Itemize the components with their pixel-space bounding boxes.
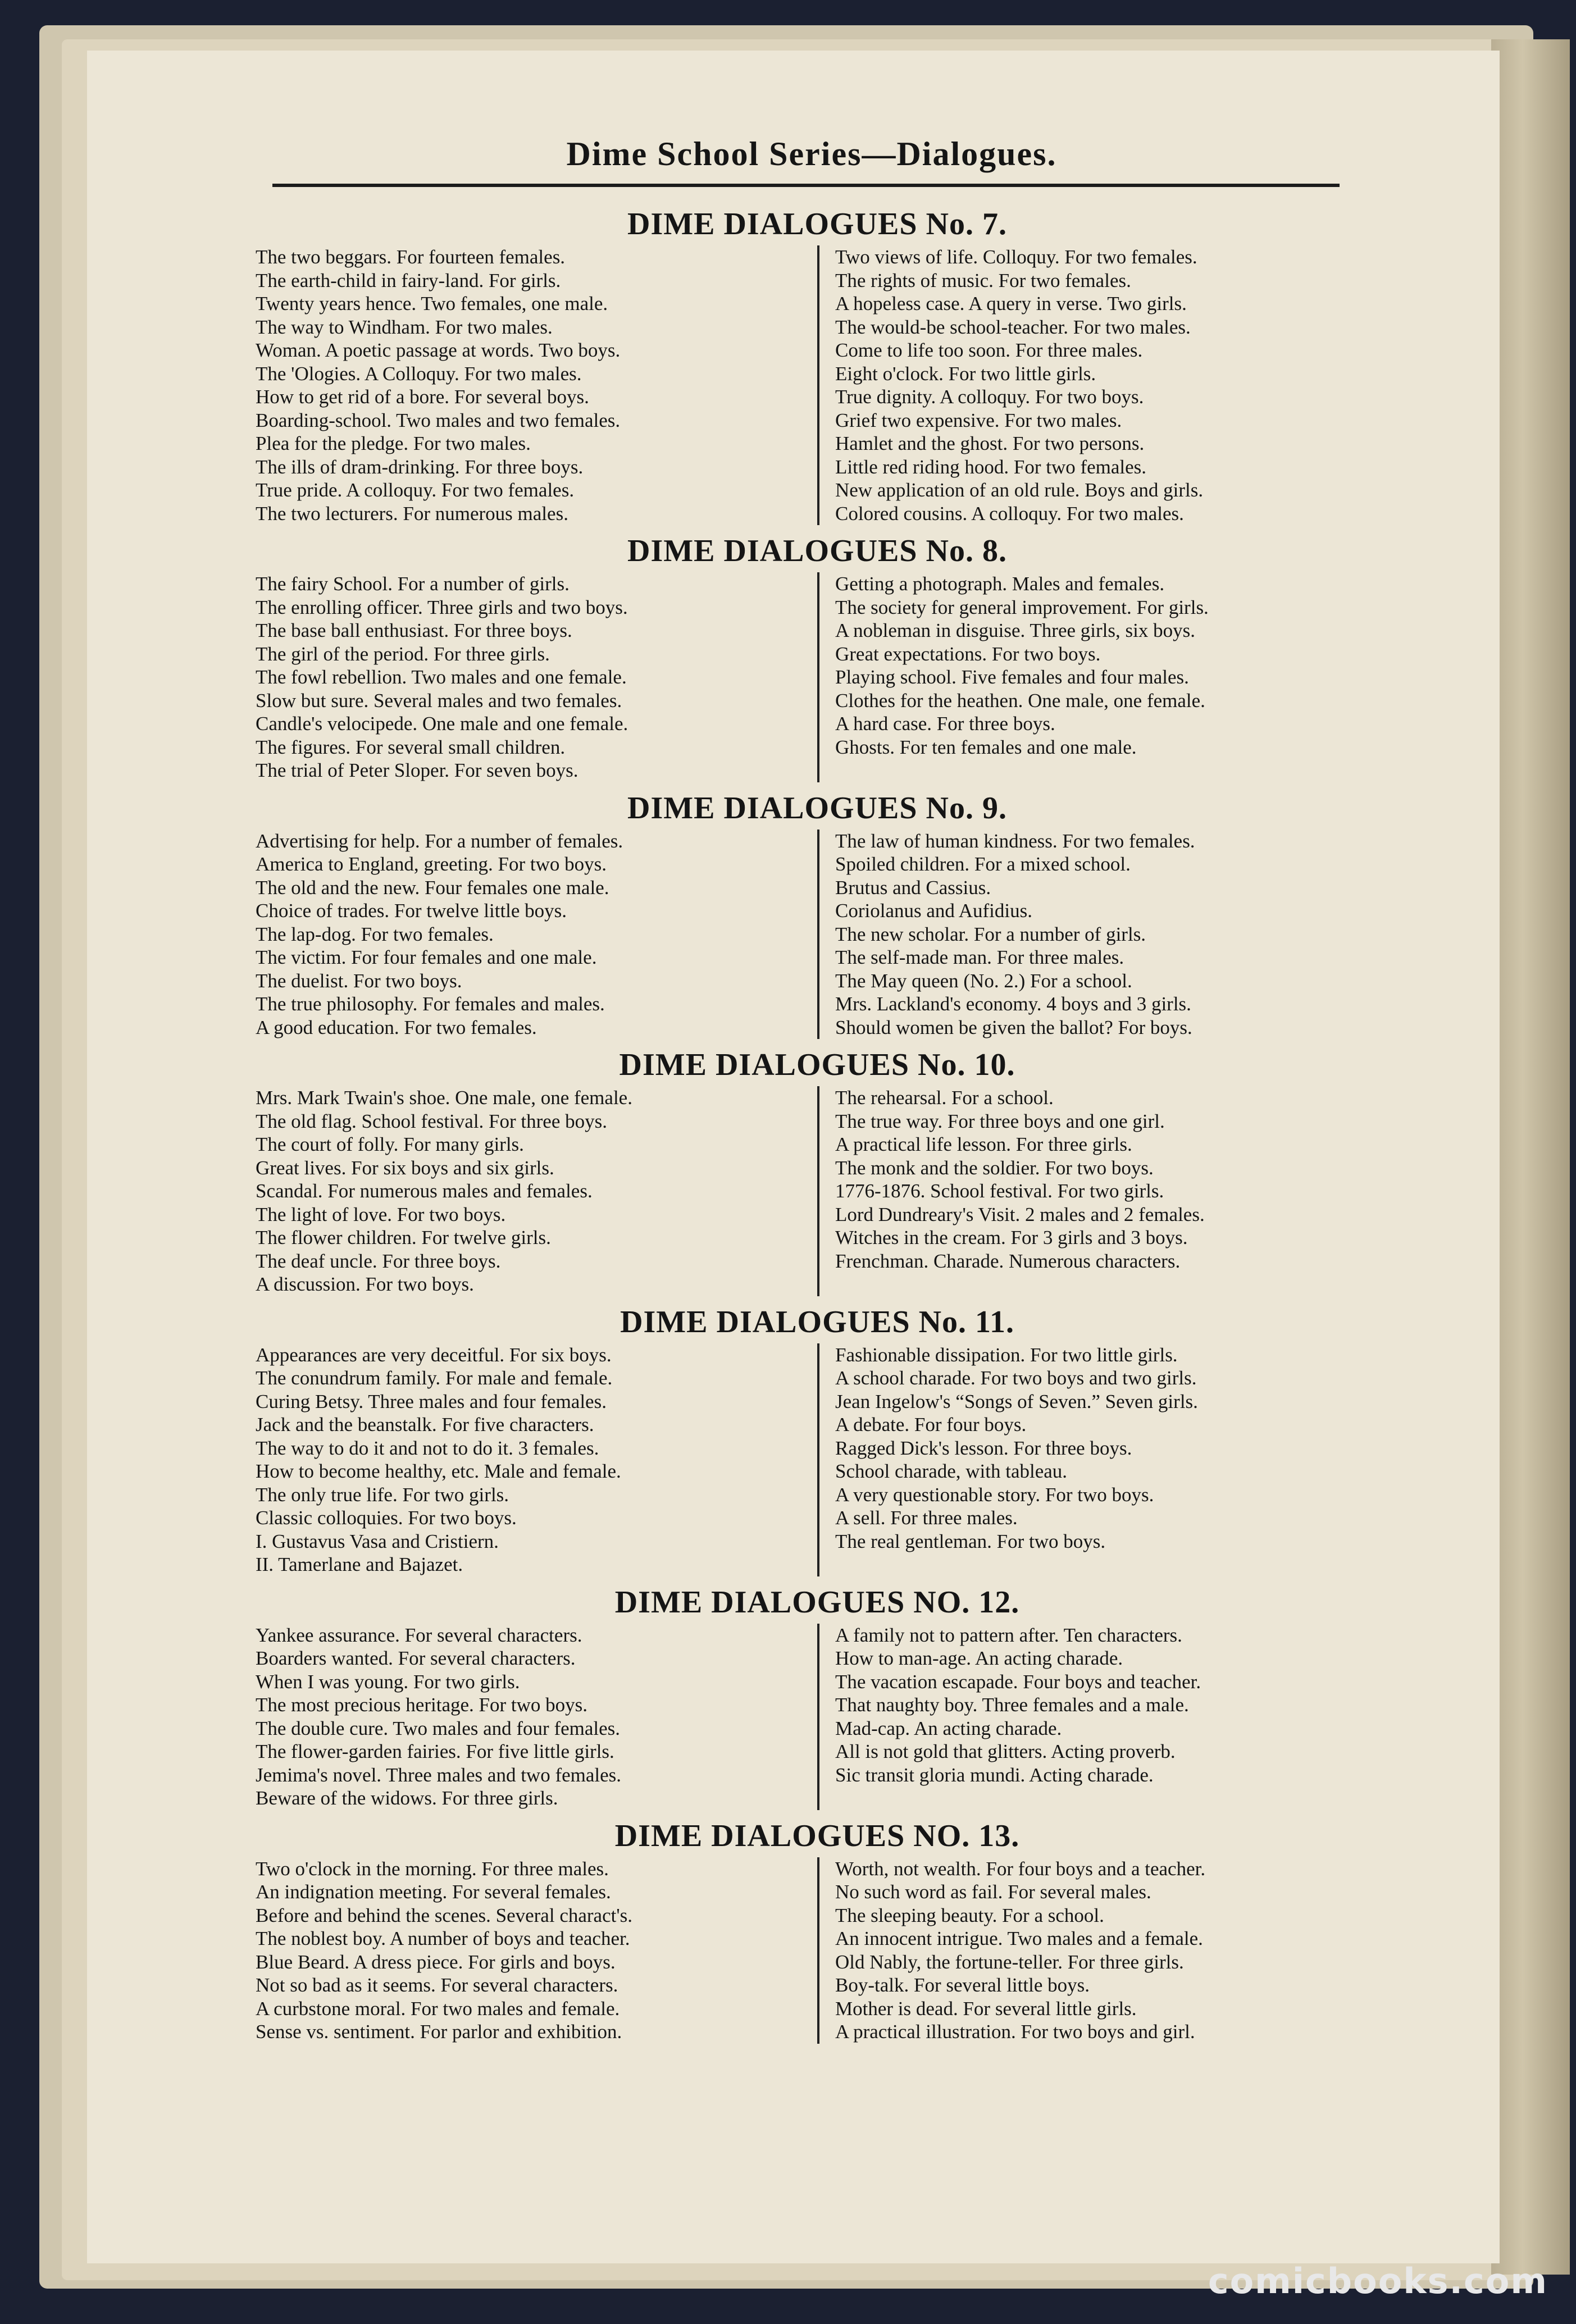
- sections-container: [256, 206, 1427, 2044]
- dialogue-entry: An indignation meeting. For several females.: [256, 1881, 611, 1903]
- section-columns: [256, 830, 1379, 1040]
- dialogue-entry: Grief two expensive. For two males.: [835, 409, 1122, 431]
- dialogue-entry: The monk and the soldier. For two boys.: [835, 1156, 1154, 1179]
- dialogue-entry: Old Nably, the fortune-teller. For three girls.: [835, 1951, 1184, 1973]
- left-column: [256, 1857, 817, 2044]
- dialogue-entry: Should women be given the ballot? For boys.: [835, 1016, 1192, 1038]
- section-columns: [256, 1857, 1379, 2044]
- left-column: [256, 1086, 817, 1296]
- section-title: DIME DIALOGUES NO. 13.: [614, 1818, 1020, 1853]
- dialogue-entry: Clothes for the heathen. One male, one female.: [835, 689, 1205, 712]
- dialogue-entry: The fairy School. For a number of girls.: [256, 573, 570, 595]
- section-columns: [256, 572, 1379, 782]
- dialogue-entry: All is not gold that glitters. Acting proverb.: [835, 1740, 1176, 1762]
- dialogue-entry: The conundrum family. For male and female.: [256, 1367, 613, 1389]
- dialogue-entry: The two lecturers. For numerous males.: [256, 502, 568, 525]
- dialogue-entry: The new scholar. For a number of girls.: [835, 923, 1146, 945]
- dialogue-entry: The most precious heritage. For two boys.: [256, 1694, 588, 1716]
- section-title: DIME DIALOGUES No. 10.: [619, 1047, 1015, 1082]
- right-column: [817, 830, 1379, 1040]
- right-column: [817, 1086, 1379, 1296]
- dialogue-entry: The May queen (No. 2.) For a school.: [835, 969, 1132, 992]
- dialogue-entry: The vacation escapade. Four boys and teacher.: [835, 1670, 1201, 1693]
- dialogue-entry: Advertising for help. For a number of females.: [256, 830, 623, 852]
- dialogue-entry: Plea for the pledge. For two males.: [256, 432, 531, 454]
- dialogue-entry: Jemima's novel. Three males and two females.: [256, 1763, 622, 1786]
- dialogue-entry: When I was young. For two girls.: [256, 1670, 520, 1693]
- dialogue-entry: A very questionable story. For two boys.: [835, 1483, 1154, 1506]
- dialogue-entry: An innocent intrigue. Two males and a female.: [835, 1927, 1203, 1949]
- dialogue-entry: II. Tamerlane and Bajazet.: [256, 1553, 463, 1575]
- dialogue-entry: A practical life lesson. For three girls.: [835, 1133, 1132, 1155]
- dialogue-entry: Eight o'clock. For two little girls.: [835, 362, 1096, 385]
- dialogue-entry: Colored cousins. A colloquy. For two males.: [835, 502, 1184, 525]
- dialogue-entry: Ghosts. For ten females and one male.: [835, 736, 1137, 758]
- dialogue-entry: The law of human kindness. For two females.: [835, 830, 1195, 852]
- dialogue-entry: The enrolling officer. Three girls and two boys.: [256, 596, 628, 618]
- dialogue-entry: The figures. For several small children.: [256, 736, 566, 758]
- dialogue-entry: The duelist. For two boys.: [256, 969, 462, 992]
- dialogue-entry: True dignity. A colloquy. For two boys.: [835, 386, 1144, 408]
- dialogue-entry: The ills of dram-drinking. For three boys.: [256, 455, 584, 478]
- dialogue-entry: Getting a photograph. Males and females.: [835, 573, 1165, 595]
- dialogue-entry: The base ball enthusiast. For three boys.: [256, 619, 572, 641]
- dialogue-entry: Lord Dundreary's Visit. 2 males and 2 females.: [835, 1203, 1205, 1225]
- dialogue-entry: Ragged Dick's lesson. For three boys.: [835, 1437, 1132, 1459]
- dialogue-entry: The earth-child in fairy-land. For girls.: [256, 269, 561, 291]
- dialogue-entry: The flower children. For twelve girls.: [256, 1227, 551, 1248]
- dialogue-entry: A practical illustration. For two boys and girl.: [835, 2021, 1195, 2043]
- dialogue-entry: The trial of Peter Sloper. For seven boys.: [256, 759, 579, 781]
- dialogue-entry: America to England, greeting. For two boys.: [256, 853, 607, 875]
- section-title: DIME DIALOGUES No. 7.: [627, 207, 1007, 241]
- dialogue-entry: Worth, not wealth. For four boys and a teacher.: [835, 1857, 1206, 1880]
- book-spine: [1491, 39, 1570, 2275]
- dialogue-entry: The two beggars. For fourteen females.: [256, 246, 566, 268]
- dialogue-entry: Twenty years hence. Two females, one male.: [256, 293, 608, 315]
- dialogue-entry: The fowl rebellion. Two males and one female.: [256, 666, 627, 688]
- dialogue-entry: The court of folly. For many girls.: [256, 1133, 524, 1155]
- dialogue-entry: School charade, with tableau.: [835, 1460, 1068, 1482]
- dialogue-entry: Yankee assurance. For several characters.: [256, 1624, 582, 1646]
- dialogue-entry: Great expectations. For two boys.: [835, 642, 1101, 665]
- dialogue-entry: Candle's velocipede. One male and one female.: [256, 713, 628, 735]
- dialogue-entry: The only true life. For two girls.: [256, 1483, 509, 1506]
- dialogue-entry: Mrs. Mark Twain's shoe. One male, one female.: [256, 1087, 632, 1109]
- dialogue-entry: Not so bad as it seems. For several characters.: [256, 1974, 618, 1996]
- dialogue-entry: The girl of the period. For three girls.: [256, 642, 550, 665]
- section-columns: [256, 1086, 1379, 1296]
- dialogue-entry: Witches in the cream. For 3 girls and 3 boys.: [835, 1227, 1188, 1248]
- dialogue-entry: The rehearsal. For a school.: [835, 1087, 1054, 1109]
- section-columns: [256, 1343, 1379, 1576]
- dialogue-entry: The way to do it and not to do it. 3 females.: [256, 1437, 599, 1459]
- dialogue-entry: How to become healthy, etc. Male and female.: [256, 1460, 621, 1482]
- dialogue-entry: The flower-garden fairies. For five little girls.: [256, 1740, 614, 1762]
- dialogue-entry: The noblest boy. A number of boys and teacher.: [256, 1927, 630, 1949]
- dialogue-entry: Choice of trades. For twelve little boys.: [256, 900, 567, 922]
- dialogue-entry: Hamlet and the ghost. For two persons.: [835, 432, 1145, 454]
- dialogue-entry: A good education. For two females.: [256, 1016, 537, 1038]
- right-column: [817, 1343, 1379, 1576]
- dialogue-entry: Sense vs. sentiment. For parlor and exhibition.: [256, 2021, 622, 2043]
- dialogue-entry: Jean Ingelow's “Songs of Seven.” Seven girls.: [835, 1390, 1198, 1412]
- dialogue-entry: Scandal. For numerous males and females.: [256, 1180, 593, 1202]
- dialogue-entry: The society for general improvement. For girls.: [835, 596, 1209, 618]
- dialogue-entry: Boy-talk. For several little boys.: [835, 1974, 1090, 1996]
- dialogue-entry: A curbstone moral. For two males and female.: [256, 1997, 620, 2020]
- dialogue-entry: The true philosophy. For females and males.: [256, 993, 605, 1015]
- dialogue-entry: The old flag. School festival. For three boys.: [256, 1110, 607, 1132]
- dialogue-entry: A school charade. For two boys and two girls.: [835, 1367, 1197, 1389]
- header-rule: [272, 184, 1340, 187]
- dialogue-entry: A discussion. For two boys.: [256, 1273, 474, 1295]
- dialogue-entry: Great lives. For six boys and six girls.: [256, 1156, 554, 1179]
- dialogue-entry: Mrs. Lackland's economy. 4 boys and 3 girls.: [835, 993, 1191, 1015]
- dialogue-entry: True pride. A colloquy. For two females.: [256, 479, 575, 501]
- dialogue-entry: Appearances are very deceitful. For six boys.: [256, 1343, 612, 1366]
- dialogue-entry: The real gentleman. For two boys.: [835, 1530, 1106, 1552]
- dialogue-entry: A debate. For four boys.: [835, 1414, 1027, 1436]
- dialogue-entry: Beware of the widows. For three girls.: [256, 1787, 558, 1809]
- dialogue-entry: Slow but sure. Several males and two females.: [256, 689, 622, 712]
- dialogue-entry: Little red riding hood. For two females.: [835, 455, 1147, 478]
- right-column: [817, 1624, 1379, 1810]
- dialogue-entry: Boarders wanted. For several characters.: [256, 1647, 576, 1669]
- dialogue-entry: Sic transit gloria mundi. Acting charade.: [835, 1763, 1154, 1786]
- dialogue-entry: Before and behind the scenes. Several charact's.: [256, 1904, 633, 1926]
- left-column: [256, 1343, 817, 1576]
- right-column: [817, 572, 1379, 782]
- dialogue-entry: The 'Ologies. A Colloquy. For two males.: [256, 362, 582, 385]
- dialogue-entry: Jack and the beanstalk. For five characters.: [256, 1414, 594, 1436]
- left-column: [256, 245, 817, 525]
- dialogue-entry: Two o'clock in the morning. For three males.: [256, 1857, 609, 1880]
- dialogue-entry: A hard case. For three boys.: [835, 713, 1055, 735]
- watermark-text: comicbooks.com: [1208, 2261, 1548, 2302]
- dialogue-entry: The sleeping beauty. For a school.: [835, 1904, 1104, 1926]
- dialogue-entry: Curing Betsy. Three males and four females.: [256, 1390, 607, 1412]
- dialogue-entry: How to get rid of a bore. For several boys.: [256, 386, 589, 408]
- dialogue-entry: A hopeless case. A query in verse. Two girls.: [835, 293, 1187, 315]
- section-title: DIME DIALOGUES No. 8.: [627, 534, 1007, 568]
- dialogue-entry: Classic colloquies. For two boys.: [256, 1507, 517, 1529]
- right-column: [817, 1857, 1379, 2044]
- dialogue-entry: Blue Beard. A dress piece. For girls and boys.: [256, 1951, 616, 1973]
- dialogue-entry: The way to Windham. For two males.: [256, 316, 553, 338]
- dialogue-entry: The true way. For three boys and one girl.: [835, 1110, 1165, 1132]
- dialogue-entry: Playing school. Five females and four males.: [835, 666, 1189, 688]
- dialogue-entry: The victim. For four females and one male.: [256, 946, 597, 968]
- dialogue-entry: Mad-cap. An acting charade.: [835, 1717, 1062, 1739]
- series-header: Dime School Series—Dialogues.: [566, 135, 1057, 172]
- dialogue-entry: No such word as fail. For several males.: [835, 1881, 1151, 1903]
- dialogue-entry: Mother is dead. For several little girls.: [835, 1997, 1137, 2020]
- section-title: DIME DIALOGUES No. 9.: [627, 790, 1007, 826]
- dialogue-entry: Fashionable dissipation. For two little girls.: [835, 1343, 1178, 1366]
- dialogue-entry: A sell. For three males.: [835, 1507, 1018, 1529]
- dialogue-entry: The double cure. Two males and four females.: [256, 1717, 621, 1739]
- document-page: [87, 51, 1500, 2263]
- dialogue-entry: The would-be school-teacher. For two males.: [835, 316, 1191, 338]
- dialogue-entry: Two views of life. Colloquy. For two females.: [835, 246, 1197, 268]
- section-columns: [256, 245, 1379, 525]
- dialogue-entry: The rights of music. For two females.: [835, 269, 1131, 291]
- section-title: DIME DIALOGUES NO. 12.: [614, 1584, 1020, 1620]
- dialogue-entry: Frenchman. Charade. Numerous characters.: [835, 1250, 1181, 1272]
- dialogue-entry: The lap-dog. For two females.: [256, 923, 494, 945]
- dialogue-entry: Brutus and Cassius.: [835, 876, 991, 899]
- dialogue-entry: New application of an old rule. Boys and girls.: [835, 479, 1204, 501]
- dialogue-entry: Woman. A poetic passage at words. Two boys.: [256, 339, 621, 361]
- dialogue-entry: A family not to pattern after. Ten characters.: [835, 1624, 1182, 1646]
- dialogue-entry: Spoiled children. For a mixed school.: [835, 853, 1131, 875]
- left-column: [256, 572, 817, 782]
- dialogue-entry: The deaf uncle. For three boys.: [256, 1250, 501, 1272]
- dialogue-entry: Coriolanus and Aufidius.: [835, 900, 1032, 922]
- dialogue-entry: The self-made man. For three males.: [835, 946, 1124, 968]
- dialogue-entry: Boarding-school. Two males and two females.: [256, 409, 621, 431]
- dialogue-entry: How to man-age. An acting charade.: [835, 1647, 1123, 1669]
- left-column: [256, 830, 817, 1040]
- dialogue-entry: I. Gustavus Vasa and Cristiern.: [256, 1530, 499, 1552]
- dialogue-entry: The light of love. For two boys.: [256, 1203, 506, 1225]
- dialogue-entry: 1776-1876. School festival. For two girls.: [835, 1180, 1164, 1202]
- right-column: [817, 245, 1379, 525]
- section-columns: [256, 1624, 1379, 1810]
- dialogue-entry: That naughty boy. Three females and a male.: [835, 1694, 1189, 1716]
- dialogue-entry: Come to life too soon. For three males.: [835, 339, 1143, 361]
- dialogue-entry: A nobleman in disguise. Three girls, six boys.: [835, 619, 1195, 641]
- dialogue-entry: The old and the new. Four females one male.: [256, 876, 609, 899]
- left-column: [256, 1624, 817, 1810]
- section-title: DIME DIALOGUES No. 11.: [620, 1304, 1014, 1339]
